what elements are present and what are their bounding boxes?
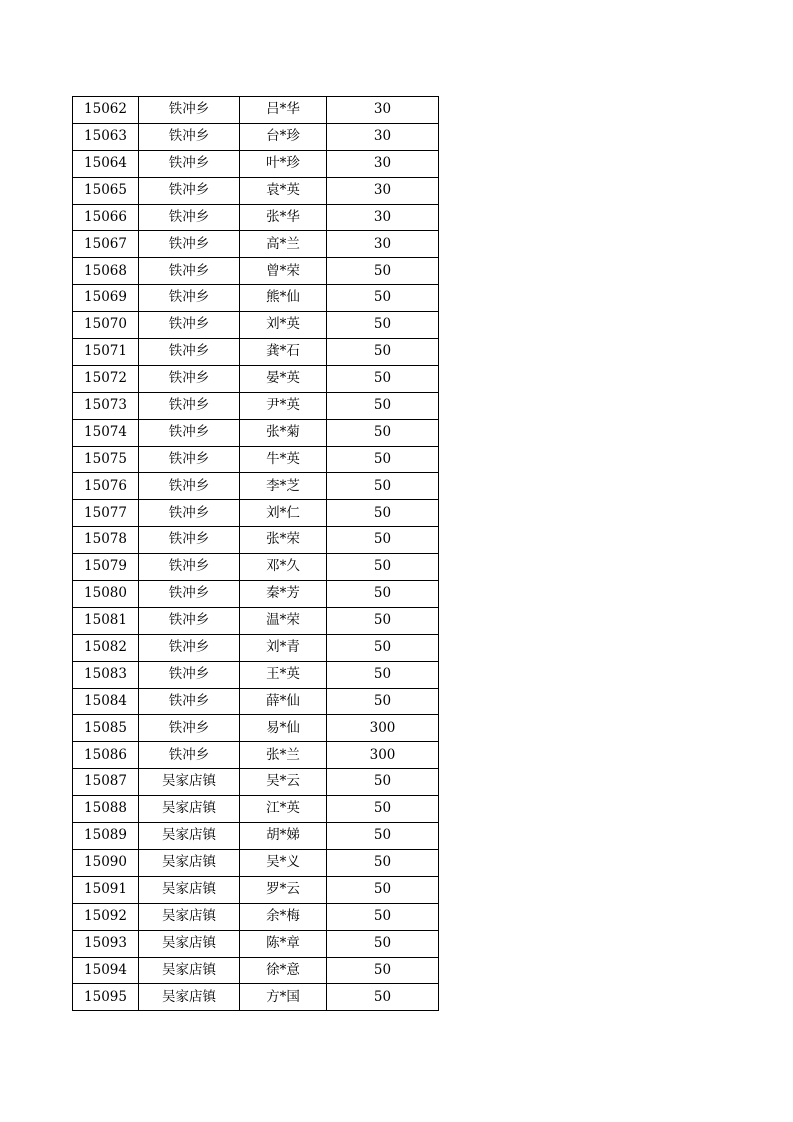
row-amount-cell: 50 [327,823,439,850]
table-row [73,204,439,231]
row-amount-cell: 50 [327,769,439,796]
row-name-cell: 秦*芳 [240,581,327,608]
row-amount-cell: 50 [327,473,439,500]
table-row [73,769,439,796]
row-town-cell: 铁冲乡 [139,312,240,339]
table-row [73,581,439,608]
row-town-cell: 吴家店镇 [139,849,240,876]
row-name-cell: 陈*章 [240,930,327,957]
row-town-cell: 铁冲乡 [139,661,240,688]
row-town-cell: 铁冲乡 [139,365,240,392]
row-id-cell: 15075 [73,446,139,473]
table-row [73,634,439,661]
row-id-cell: 15081 [73,607,139,634]
row-id-cell: 15062 [73,97,139,124]
roster-table [72,96,439,1011]
row-town-cell: 吴家店镇 [139,957,240,984]
row-amount-cell: 50 [327,527,439,554]
table-row [73,715,439,742]
row-amount-cell: 300 [327,715,439,742]
row-name-cell: 吴*云 [240,769,327,796]
table-row [73,796,439,823]
table-row [73,554,439,581]
row-town-cell: 铁冲乡 [139,419,240,446]
row-id-cell: 15082 [73,634,139,661]
row-town-cell: 铁冲乡 [139,500,240,527]
row-amount-cell: 30 [327,150,439,177]
table-row [73,446,439,473]
table-row [73,419,439,446]
row-name-cell: 易*仙 [240,715,327,742]
row-amount-cell: 50 [327,930,439,957]
row-amount-cell: 50 [327,339,439,366]
row-name-cell: 李*芝 [240,473,327,500]
row-town-cell: 铁冲乡 [139,634,240,661]
row-amount-cell: 50 [327,876,439,903]
row-id-cell: 15080 [73,581,139,608]
row-name-cell: 邓*久 [240,554,327,581]
row-amount-cell: 50 [327,419,439,446]
row-town-cell: 铁冲乡 [139,150,240,177]
table-row [73,97,439,124]
row-name-cell: 刘*英 [240,312,327,339]
row-amount-cell: 50 [327,365,439,392]
row-name-cell: 叶*珍 [240,150,327,177]
row-town-cell: 铁冲乡 [139,554,240,581]
row-amount-cell: 50 [327,661,439,688]
row-name-cell: 台*珍 [240,123,327,150]
row-amount-cell: 50 [327,554,439,581]
table-row [73,984,439,1011]
table-row [73,500,439,527]
row-id-cell: 15069 [73,285,139,312]
row-name-cell: 刘*仁 [240,500,327,527]
row-amount-cell: 50 [327,688,439,715]
table-row [73,903,439,930]
table-row [73,258,439,285]
row-name-cell: 张*华 [240,204,327,231]
row-town-cell: 铁冲乡 [139,688,240,715]
table-row [73,339,439,366]
row-id-cell: 15093 [73,930,139,957]
row-amount-cell: 50 [327,634,439,661]
table-row [73,849,439,876]
row-name-cell: 刘*青 [240,634,327,661]
row-id-cell: 15094 [73,957,139,984]
row-name-cell: 尹*英 [240,392,327,419]
row-name-cell: 江*英 [240,796,327,823]
row-id-cell: 15079 [73,554,139,581]
table-row [73,392,439,419]
row-name-cell: 吕*华 [240,97,327,124]
table-row [73,957,439,984]
row-name-cell: 余*梅 [240,903,327,930]
row-town-cell: 铁冲乡 [139,339,240,366]
row-id-cell: 15073 [73,392,139,419]
row-amount-cell: 50 [327,312,439,339]
row-amount-cell: 30 [327,231,439,258]
table-row [73,123,439,150]
row-id-cell: 15078 [73,527,139,554]
row-amount-cell: 30 [327,123,439,150]
row-town-cell: 铁冲乡 [139,285,240,312]
row-town-cell: 铁冲乡 [139,473,240,500]
row-town-cell: 铁冲乡 [139,742,240,769]
row-name-cell: 张*兰 [240,742,327,769]
row-id-cell: 15085 [73,715,139,742]
row-amount-cell: 50 [327,607,439,634]
row-town-cell: 吴家店镇 [139,823,240,850]
row-id-cell: 15077 [73,500,139,527]
row-amount-cell: 50 [327,258,439,285]
row-town-cell: 铁冲乡 [139,258,240,285]
row-name-cell: 袁*英 [240,177,327,204]
row-name-cell: 方*国 [240,984,327,1011]
row-name-cell: 胡*娣 [240,823,327,850]
row-amount-cell: 50 [327,984,439,1011]
row-name-cell: 吴*义 [240,849,327,876]
row-name-cell: 曾*荣 [240,258,327,285]
table-row [73,876,439,903]
row-name-cell: 牛*英 [240,446,327,473]
row-id-cell: 15086 [73,742,139,769]
row-amount-cell: 300 [327,742,439,769]
row-town-cell: 吴家店镇 [139,984,240,1011]
row-town-cell: 铁冲乡 [139,177,240,204]
row-amount-cell: 50 [327,849,439,876]
row-id-cell: 15090 [73,849,139,876]
row-name-cell: 薛*仙 [240,688,327,715]
row-town-cell: 铁冲乡 [139,204,240,231]
row-town-cell: 吴家店镇 [139,930,240,957]
table-row [73,365,439,392]
row-id-cell: 15068 [73,258,139,285]
table-row [73,742,439,769]
row-town-cell: 铁冲乡 [139,392,240,419]
roster-table-body [73,97,439,1011]
row-town-cell: 铁冲乡 [139,527,240,554]
row-id-cell: 15088 [73,796,139,823]
row-name-cell: 张*菊 [240,419,327,446]
table-row [73,473,439,500]
row-name-cell: 高*兰 [240,231,327,258]
table-row [73,607,439,634]
row-amount-cell: 50 [327,796,439,823]
row-town-cell: 铁冲乡 [139,715,240,742]
row-amount-cell: 30 [327,204,439,231]
row-amount-cell: 50 [327,581,439,608]
row-id-cell: 15092 [73,903,139,930]
table-row [73,285,439,312]
row-amount-cell: 50 [327,392,439,419]
row-name-cell: 罗*云 [240,876,327,903]
row-amount-cell: 30 [327,177,439,204]
row-id-cell: 15071 [73,339,139,366]
table-row [73,312,439,339]
row-town-cell: 铁冲乡 [139,607,240,634]
table-row [73,823,439,850]
row-name-cell: 徐*意 [240,957,327,984]
row-amount-cell: 50 [327,957,439,984]
row-town-cell: 铁冲乡 [139,581,240,608]
row-id-cell: 15065 [73,177,139,204]
row-name-cell: 晏*英 [240,365,327,392]
row-town-cell: 吴家店镇 [139,876,240,903]
row-town-cell: 铁冲乡 [139,446,240,473]
row-id-cell: 15091 [73,876,139,903]
row-name-cell: 张*荣 [240,527,327,554]
table-row [73,527,439,554]
table-row [73,930,439,957]
row-id-cell: 15076 [73,473,139,500]
row-name-cell: 龚*石 [240,339,327,366]
row-name-cell: 温*荣 [240,607,327,634]
row-id-cell: 15072 [73,365,139,392]
row-id-cell: 15084 [73,688,139,715]
row-name-cell: 熊*仙 [240,285,327,312]
row-town-cell: 吴家店镇 [139,796,240,823]
table-row [73,150,439,177]
row-amount-cell: 50 [327,446,439,473]
row-id-cell: 15063 [73,123,139,150]
row-id-cell: 15089 [73,823,139,850]
row-amount-cell: 50 [327,903,439,930]
row-id-cell: 15095 [73,984,139,1011]
row-amount-cell: 50 [327,500,439,527]
row-id-cell: 15074 [73,419,139,446]
table-row [73,661,439,688]
table-row [73,688,439,715]
table-row [73,231,439,258]
row-id-cell: 15067 [73,231,139,258]
row-town-cell: 铁冲乡 [139,231,240,258]
row-town-cell: 铁冲乡 [139,97,240,124]
row-amount-cell: 30 [327,97,439,124]
row-amount-cell: 50 [327,285,439,312]
row-town-cell: 铁冲乡 [139,123,240,150]
row-id-cell: 15070 [73,312,139,339]
row-town-cell: 吴家店镇 [139,903,240,930]
row-id-cell: 15087 [73,769,139,796]
row-town-cell: 吴家店镇 [139,769,240,796]
row-id-cell: 15066 [73,204,139,231]
row-name-cell: 王*英 [240,661,327,688]
table-row [73,177,439,204]
row-id-cell: 15083 [73,661,139,688]
row-id-cell: 15064 [73,150,139,177]
